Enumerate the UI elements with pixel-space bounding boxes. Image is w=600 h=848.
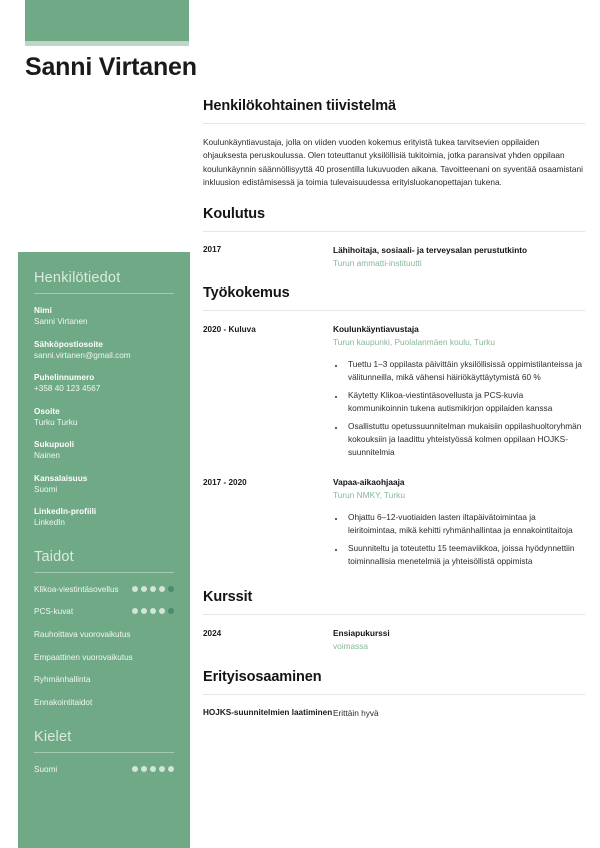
personal-field-label: Nimi: [34, 306, 52, 315]
personal-field: [34, 372, 174, 395]
personal-field: [34, 406, 174, 429]
entry-title: Ensiapukurssi: [333, 628, 390, 639]
rating-dot: [132, 586, 138, 592]
skill-item-label: Empaattinen vuorovaikutus: [34, 652, 133, 662]
courses-entries: [203, 627, 585, 652]
skill-item-label: PCS-kuvat: [34, 607, 74, 617]
personal-field-value: +358 40 123 4567: [34, 384, 101, 394]
personal-field-value: Turku Turku: [34, 417, 78, 427]
skills-list: [34, 584, 174, 709]
rating-dot: [132, 608, 138, 614]
rating-dot: [159, 608, 165, 614]
header-accent-block: [25, 0, 189, 41]
main-content: [203, 98, 585, 735]
personal-field-value: Sanni Virtanen: [34, 317, 88, 327]
personal-field: [34, 305, 174, 328]
sidebar-divider-languages: [34, 752, 174, 753]
entry-date: 2024: [203, 628, 222, 638]
education-entries: [203, 244, 585, 269]
rating-dot: [141, 766, 147, 772]
section-education: [203, 206, 585, 269]
sidebar-spacer-languages: [34, 720, 174, 729]
entry-body: [333, 707, 585, 719]
entry-date: 2017: [203, 245, 222, 255]
entry-value: Erittäin hyvä: [333, 707, 379, 718]
skill-item-label: Ryhmänhallinta: [34, 675, 91, 685]
skill-item: [34, 674, 174, 686]
entry-title: Lähihoitaja, sosiaali- ja terveysalan perustutkinto: [333, 244, 528, 255]
section-title-summary: Henkilökohtainen tiivistelmä: [203, 98, 396, 114]
skill-item: [34, 606, 174, 618]
rating-dot: [159, 586, 165, 592]
entry-subtitle: Turun ammatti-instituutti: [333, 257, 422, 268]
personal-field: [34, 339, 174, 362]
sidebar-heading-languages: Kielet: [34, 728, 72, 745]
skill-item-rating: [132, 606, 174, 614]
language-item-label: Suomi: [34, 764, 58, 774]
rating-dot: [168, 766, 174, 772]
entry-date: HOJKS-suunnitelmien laatiminen: [203, 708, 333, 718]
sidebar-heading-personal: Henkilötiedot: [34, 270, 121, 286]
experience-entries: [203, 323, 585, 573]
skill-item: [34, 652, 174, 664]
entry-row: [203, 627, 585, 652]
personal-field-value: LinkedIn: [34, 518, 65, 528]
rating-dot: [141, 608, 147, 614]
entry-subtitle: voimassa: [333, 641, 369, 652]
special-entries: [203, 707, 585, 719]
entry-title: Vapaa-aikaohjaaja: [333, 477, 405, 488]
entry-body: [333, 476, 585, 573]
personal-field-value: sanni.virtanen@gmail.com: [34, 350, 131, 360]
personal-field-value: Nainen: [34, 451, 60, 461]
entry-bullet: • Suunniteltu ja toteutettu 15 teemaviikkoa, joissa hyödynnettiin toiminnallisia menetelmiä ja yhteisöllistä oppimista: [345, 542, 585, 568]
entry-title: Koulunkäyntiavustaja: [333, 324, 419, 335]
section-summary: [203, 98, 585, 190]
entry-subtitle: Turun NMKY, Turku: [333, 490, 405, 501]
language-item: [34, 764, 174, 776]
section-rule-education: [203, 231, 585, 232]
section-rule-special: [203, 694, 585, 695]
sidebar-spacer-skills: [34, 540, 174, 549]
entry-body: [333, 323, 585, 464]
sidebar-heading-skills: Taidot: [34, 548, 74, 565]
personal-field-label: Osoite: [34, 406, 60, 416]
personal-field-label: Kansalaisuus: [34, 473, 88, 483]
section-title-courses: Kurssit: [203, 589, 253, 606]
entry-row: [203, 707, 585, 719]
entry-date: 2017 - 2020: [203, 477, 247, 487]
rating-dot: [168, 608, 174, 614]
entry-bullet: • Osallistuttu opetussuunnitelman mukaisiin oppilashuoltoryhmän kokouksiin ja laadittu yhteistyössä kolmen oppilaan HOJKS-suunnitelmia: [345, 420, 585, 459]
entry-row: [203, 476, 585, 573]
section-courses: [203, 589, 585, 652]
section-title-special: Erityisosaaminen: [203, 668, 322, 685]
entry-subtitle: Turun kaupunki, Puolalanmäen koulu, Turku: [333, 337, 496, 348]
summary-text: Koulunkäyntiavustaja, jolla on viiden vuoden kokemus erityistä tukea tarvitsevien oppilaiden ohjauksesta peruskoulussa. Olen toteuttanut yksilöllisiä tukitoimia, jotka paransivat yhden oppilaan koulunkäynnin säännöllisyyttä 40 prosentilla lukuvuoden aikana. Tavoitteenani on syventää osaamistani inkluusion edistämisessä ja toimia tulevaisuudessa erityisluokanopettajan tukena.: [203, 137, 583, 188]
rating-dot: [150, 608, 156, 614]
entry-row: [203, 244, 585, 269]
section-title-experience: Työkokemus: [203, 285, 290, 302]
sidebar-divider-skills: [34, 572, 174, 573]
entry-body: [333, 627, 585, 652]
rating-dot: [150, 586, 156, 592]
entry-bullet-list: [345, 358, 585, 460]
header-accent-underbar: [25, 41, 189, 46]
skill-item-label: Klikoa-viestintäsovellus: [34, 584, 119, 594]
sidebar: [18, 252, 190, 848]
skill-item: [34, 629, 174, 641]
entry-body: [333, 244, 585, 269]
personal-field-label: Sähköpostiosoite: [34, 339, 104, 349]
personal-field-label: Sukupuoli: [34, 440, 75, 450]
section-rule-courses: [203, 614, 585, 615]
page-title: Sanni Virtanen: [25, 53, 197, 81]
personal-field-label: Puhelinnumero: [34, 373, 95, 383]
section-experience: [203, 285, 585, 573]
entry-row: [203, 323, 585, 464]
skill-item: [34, 584, 174, 596]
skill-item-label: Rauhoittava vuorovaikutus: [34, 630, 131, 640]
personal-field: [34, 506, 174, 529]
entry-bullet: • Käytetty Klikoa-viestintäsovellusta ja PCS-kuvia kommunikoinnin tukena autismikirjon oppilaiden kanssa: [345, 389, 585, 415]
personal-field-label: LinkedIn-profiili: [34, 507, 97, 517]
entry-bullet-list: [345, 511, 585, 568]
rating-dot: [150, 766, 156, 772]
section-rule-summary: [203, 123, 585, 124]
section-title-education: Koulutus: [203, 205, 266, 222]
sidebar-divider-personal: [34, 293, 174, 294]
language-item-rating: [132, 764, 174, 772]
skill-item-rating: [132, 584, 174, 592]
rating-dot: [132, 766, 138, 772]
section-rule-experience: [203, 310, 585, 311]
rating-dot: [141, 586, 147, 592]
rating-dot: [168, 586, 174, 592]
skill-item-label: Ennakointitaidot: [34, 698, 93, 708]
entry-date: 2020 - Kuluva: [203, 324, 256, 334]
personal-details-list: [34, 305, 174, 529]
personal-field: [34, 473, 174, 496]
languages-list: [34, 764, 174, 776]
rating-dot: [159, 766, 165, 772]
entry-bullet: • Ohjattu 6–12-vuotiaiden lasten iltapäivätoimintaa ja leiritoimintaa, mikä kehitti ryhmänhallintaa ja ennakointitaitoja: [345, 511, 585, 537]
personal-field: [34, 439, 174, 462]
entry-bullet: • Tuettu 1–3 oppilasta päivittäin yksilöllisissä oppimistilanteissa ja välitunneilla, mikä vähensi häiriökäyttäytymistä 60 %: [345, 358, 585, 384]
personal-field-value: Suomi: [34, 484, 58, 494]
section-special: [203, 669, 585, 719]
skill-item: [34, 697, 174, 709]
